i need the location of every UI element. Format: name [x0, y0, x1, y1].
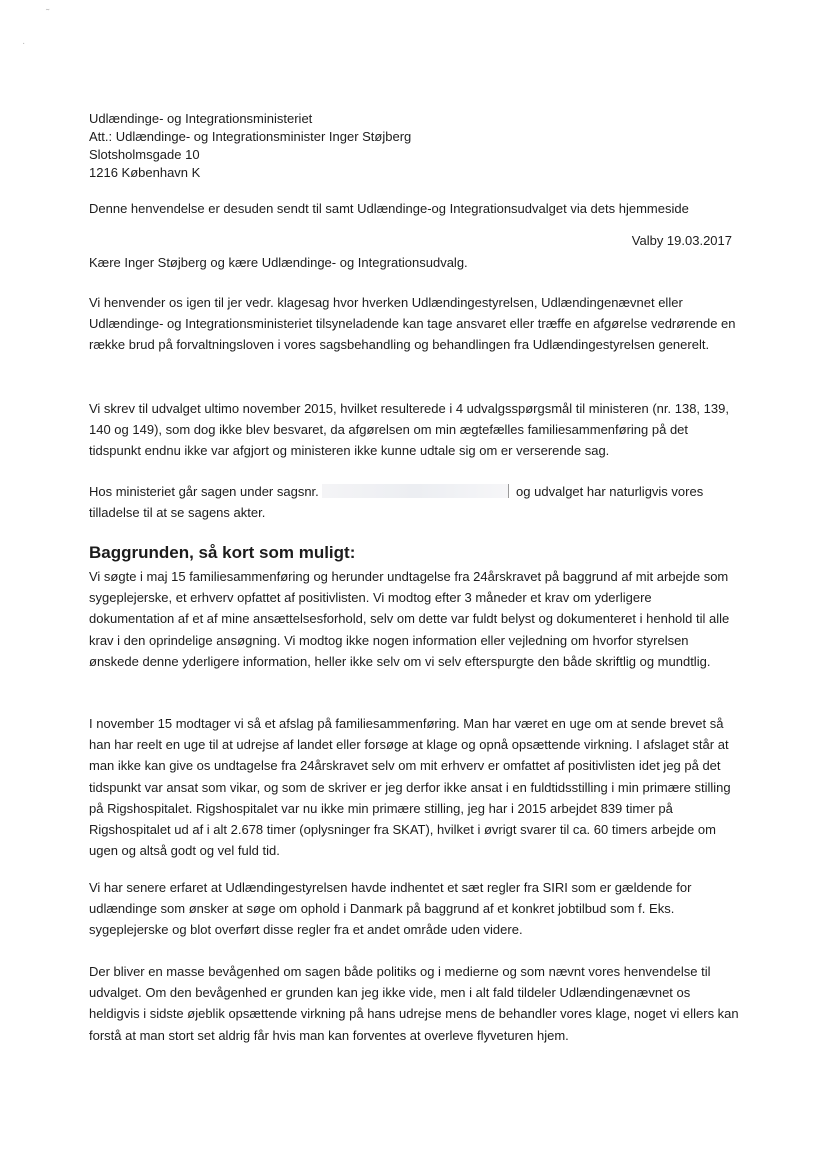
- body-paragraph-4: Der bliver en masse bevågenhed om sagen både politiks og i medierne og som nævnt vores henvendelse til udvalget. Om den bevågenhed er grunden kan jeg ikke vide, men i alt fald tildeler Udlændingenævnet os heldigvis i sidste øjeblik opsættende virkning på hans udrejse mens de behandler vores klage, noget vi ellers kan forstå at man stort set aldrig får hvis man kan forventes at overleve flyveturen hjem.: [89, 964, 739, 1043]
- paragraph-3-end: og udvalget har naturligvis vores tilladelse til at se sagens akter.: [89, 484, 704, 521]
- section-heading: Baggrunden, så kort som muligt:: [89, 543, 356, 562]
- body-paragraph-1: Vi søgte i maj 15 familiesammenføring og herunder undtagelse fra 24årskravet på baggrund af mit arbejde som sygeplejerske, et erhverv opfattet af positivlisten. Vi modtog efter 3 måneder et krav om yderligere dokumentation af et af mine ansættelsesforhold, selv om dette var fuldt belyst og dokumenteret i henhold til alle krav i den oprindelige ansøgning. Vi modtog ikke nogen information eller vejledning om hvorfor styrelsen ønskede denne yderligere information, heller ikke selv om vi selv efterspurgte den både skriftlig og mundtlig.: [89, 569, 730, 669]
- scan-artifact: ˜: [46, 8, 50, 19]
- body-paragraph-2: I november 15 modtager vi så et afslag på familiesammenføring. Man har været en uge om at sende brevet så han har reelt en uge til at udrejse af landet eller forsøge at klage og opnå opsættende virkning. I afslaget står at man ikke kan give os undtagelse fra 24årskravet selv om mit erhverv er omfattet af positivlisten idet jeg på det tidspunkt var ansat som vikar, og som de skriver er jeg derfor ikke ansat i en fuldtidsstilling i min primære stilling på Rigshospitalet. Rigshospitalet var nu ikke min primære stilling, jeg har i 2015 arbejdet 839 timer på Rigshospitalet ud af i alt 2.678 timer (oplysninger fra SKAT), hvilket i øvrigt svarer til ca. 60 timers arbejde om ugen og altså godt og vel fuld tid.: [89, 716, 731, 859]
- body-paragraph-3: Vi har senere erfaret at Udlændingestyrelsen havde indhentet et sæt regler fra SIRI som er gældende for udlændinge som ønsker at søge om ophold i Danmark på baggrund af et konkret jobtilbud som f. Eks. sygeplejerske og blot overført disse regler fra et andet område uden videre.: [89, 880, 692, 938]
- address-line-3: Slotsholmsgade 10: [89, 147, 200, 162]
- paragraph-1: Vi henvender os igen til jer vedr. klagesag hvor hverken Udlændingestyrelsen, Udlændingenævnet eller Udlændinge- og Integrationsministeriet tilsyneladende kan tage ansvaret eller træffe en afgørelse vedrørende en række brud på forvaltningsloven i vores sagsbehandling og behandlingen fra Udlændingestyrelsen generelt.: [89, 295, 736, 353]
- redacted-case-number: [322, 484, 509, 498]
- salutation: Kære Inger Støjberg og kære Udlændinge- og Integrationsudvalg.: [89, 255, 468, 270]
- address-line-1: Udlændinge- og Integrationsministeriet: [89, 111, 313, 126]
- paragraph-2: Vi skrev til udvalget ultimo november 2015, hvilket resulterede i 4 udvalgsspørgsmål til ministeren (nr. 138, 139, 140 og 149), som dog ikke blev besvaret, da afgørelsen om min ægtefælles familiesammenføring på det tidspunkt endnu ikke var afgjort og ministeren ikke kunne udtale sig om er verserende sag.: [89, 401, 729, 459]
- address-line-4: 1216 København K: [89, 165, 201, 180]
- letter-date: Valby 19.03.2017: [631, 233, 732, 248]
- address-line-2: Att.: Udlændinge- og Integrationsminister Inger Støjberg: [89, 129, 412, 144]
- paragraph-3-start: Hos ministeriet går sagen under sagsnr.: [89, 484, 319, 499]
- paragraph-3: [89, 481, 739, 523]
- distribution-note: Denne henvendelse er desuden sendt til samt Udlændinge-og Integrationsudvalget via dets hjemmeside: [89, 201, 689, 216]
- scan-artifact: ·: [22, 38, 26, 49]
